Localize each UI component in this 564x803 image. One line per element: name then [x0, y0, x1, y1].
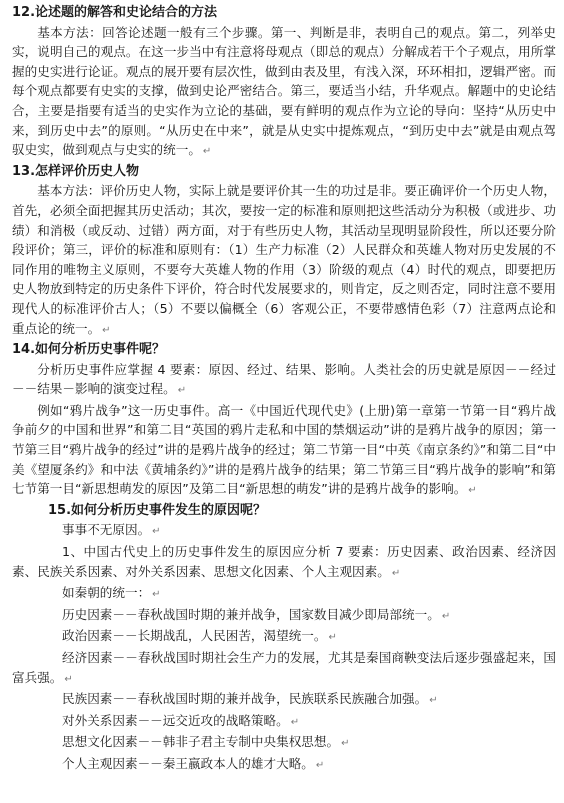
paragraph-mark-icon: ↵	[290, 716, 300, 728]
paragraph-mark-icon: ↵	[64, 673, 73, 685]
section-13-paragraph: 基本方法：评价历史人物，实际上就是要评价其一生的功过是非。要正确评价一个历史人物，首先，必须全面把握其历史活动；其次，要按一定的标准和原则把这些活动分为积极（或进步、功绩）和消极（或反动、过错）两方面，对于有些历史人物，其活动呈现明显阶段性，所以还要分阶段评价；第三，评价的标准和原则有：（1）生产力标准（2）人民群众和英雄人物对历史发展的不同作用的唯物主义原则，不要夸大英雄人物的作用（3）阶级的观点（4）时代的观点，即要把历史人物放到特定的历史条件下评价，符合时代发展要求的，则肯定，反之则否定，同时注意不要用现代人的标准评价古人；（5）不要以偏概全（6）客观公正，不要带感情色彩（7）注意两点论和重点论的统一。 ↵	[12, 183, 556, 336]
heading-text: 12.论述题的解答和史论结合的方法	[12, 5, 218, 20]
section-15-example: 如秦朝的统一： ↵	[62, 585, 161, 601]
factor-item: 对外关系因素－－远交近攻的战略策略。 ↵	[62, 712, 300, 728]
factor-item: 个人主观因素－－秦王嬴政本人的雄才大略。 ↵	[62, 755, 325, 771]
factor-item: 民族因素－－春秋战国时期的兼并战争，民族联系民族融合加强。 ↵	[62, 691, 438, 707]
factor-item: 经济因素－－春秋战国时期社会生产力的发展，尤其是秦国商鞅变法后逐步强盛起来，国富兵强。 ↵	[12, 650, 556, 685]
paragraph-mark-icon: ↵	[429, 695, 438, 707]
paragraph-mark-icon: ↵	[441, 610, 451, 622]
paragraph-mark-icon: ↵	[468, 485, 477, 497]
heading-text: 13.怎样评价历史人物	[12, 163, 140, 179]
section-15-paragraph: 1、中国古代史上的历史事件发生的原因应分析 7 要素：历史因素、政治因素、经济因素、民族关系因素、对外关系因素、思想文化因素、个人主观因素。 ↵	[12, 544, 556, 579]
paragraph-mark-icon: ↵	[102, 324, 111, 336]
paragraph-mark-icon: ↵	[177, 385, 187, 397]
factor-item: 历史因素－－春秋战国时期的兼并战争，国家数目减少即局部统一。 ↵	[62, 606, 451, 622]
factor-item: 思想文化因素－－韩非子君主专制中央集权思想。 ↵	[62, 734, 350, 750]
section-15-intro: 事事不无原因。 ↵	[62, 522, 161, 538]
factor-item: 政治因素－－长期战乱，人民困苦，渴望统一。 ↵	[62, 628, 337, 644]
heading-text: 15.如何分析历史事件发生的原因呢？	[48, 502, 267, 518]
section-15-heading	[12, 501, 556, 521]
paragraph-mark-icon: ↵	[341, 738, 350, 750]
paragraph-mark-icon: ↵	[328, 632, 337, 644]
paragraph-mark-icon: ↵	[152, 526, 161, 538]
section-12-paragraph: 基本方法：回答论述题一般有三个步骤。第一、判断是非，表明自己的观点。第二，列举史实，说明自己的观点。在这一步当中有注意将母观点（即总的观点）分解成若干个子观点，用所掌握的史实进行论证。观点的展开要有层次性，做到由表及里，有浅入深，环环相扣，逻辑严密。而每个观点都要有史实的支撑，做到史论严密结合。第三，要适当小结，升华观点。解题中的史论结合，主要是指要有适当的史实作为立论的基础，要有鲜明的观点作为立论的导向：坚持“从历史中来，到历史中去”的原则。“从历史在中来”，就是从史实中提炼观点，“到历史中去”就是由观点驾驭史实，做到观点与史实的统一。 ↵	[12, 24, 556, 158]
section-13-heading	[12, 162, 556, 182]
heading-text: 14.如何分析历史事件呢？	[12, 342, 166, 358]
section-14-heading	[12, 340, 556, 360]
section-14-paragraph-1: 分析历史事件应掌握 4 要素：原因、经过、结果、影响。人类社会的历史就是原因－－经过－－结果－影响的演变过程。 ↵	[12, 361, 556, 397]
paragraph-mark-icon: ↵	[391, 567, 401, 579]
section-12-heading	[12, 3, 556, 23]
paragraph-mark-icon: ↵	[202, 146, 212, 158]
section-14-paragraph-2: 例如“鸦片战争”这一历史事件。高一《中国近代现代史》(上册)第一章第一节第一目“鸦片战争前夕的中国和世界”和第二目“英国的鸦片走私和中国的禁烟运动”讲的是鸦片战争的原因；第一节第三目“鸦片战争的经过”讲的是鸦片战争的经过；第二节第一目“中英《南京条约》”和第二目“中美《望厦条约》和中法《黄埔条约》”讲的是鸦片战争的结果；第二节第三目“鸦片战争的影响”和第七节第一目“新思想萌发的原因”及第二目“新思想的萌发”讲的是鸦片战争的影响。 ↵	[12, 402, 556, 497]
paragraph-mark-icon: ↵	[152, 589, 161, 601]
paragraph-mark-icon: ↵	[315, 759, 325, 771]
